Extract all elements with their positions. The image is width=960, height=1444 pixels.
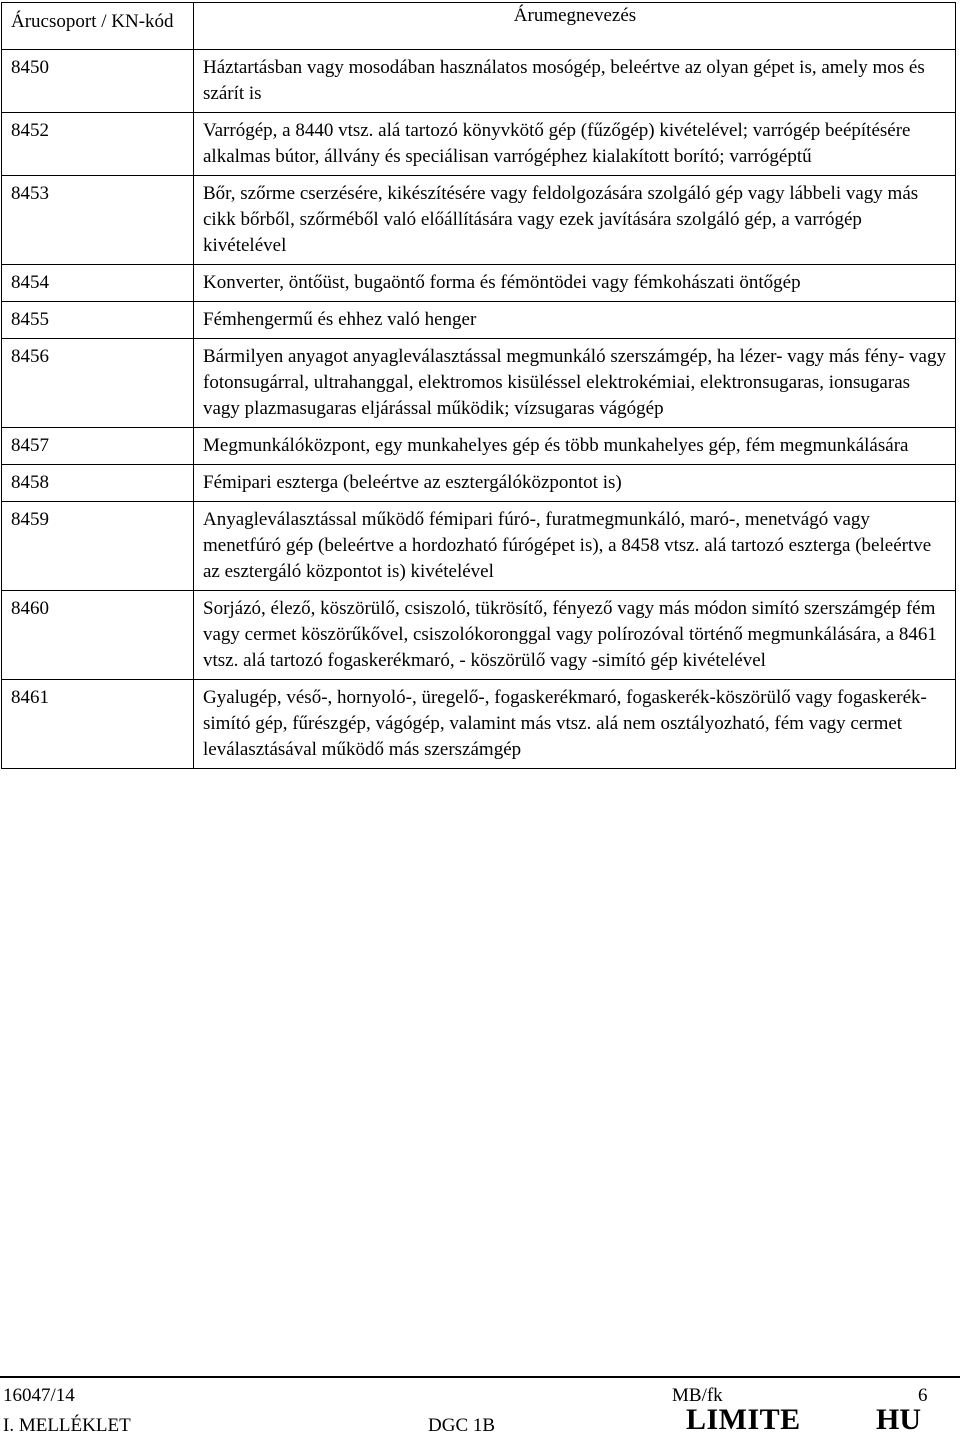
row-code: 8454 [2,265,194,302]
table-row [2,591,956,680]
row-code: 8458 [2,465,194,502]
row-code: 8452 [2,113,194,176]
row-description: Bármilyen anyagot anyagleválasztással megmunkáló szerszámgép, ha lézer- vagy más fény- vagy fotonsugárral, ultrahanggal, elektromos kisüléssel elektrokémiai, elektronsugaras, ionsugaras vagy plazmasugaras eljárással működik; vízsugaras vágógép [194,339,956,428]
row-description: Konverter, öntőüst, bugaöntő forma és fémöntödei vagy fémkohászati öntőgép [194,265,956,302]
row-description: Sorjázó, élező, köszörülő, csiszoló, tükrösítő, fényező vagy más módon simító szerszámgép fém vagy cermet köszörűkővel, csiszolókoronggal vagy polírozóval történő megmunkálására, a 8461 vtsz. alá tartozó fogaskerékmaró, - köszörülő vagy -simító gép kivételével [194,591,956,680]
classification-label: LIMITE [686,1403,801,1436]
row-description: Anyagleválasztással működő fémipari fúró-, furatmegmunkáló, maró-, menetvágó vagy menetfúró gép (beleértve a hordozható fúrógépet is), a 8458 vtsz. alá tartozó eszterga (beleértve az esztergáló központot is) kivételével [194,502,956,591]
table-row [2,680,956,769]
row-description: Fémhengermű és ehhez való henger [194,302,956,339]
table-body [2,50,956,769]
table-row [2,265,956,302]
row-description: Háztartásban vagy mosodában használatos mosógép, beleértve az olyan gépet is, amely mos és szárít is [194,50,956,113]
row-code: 8453 [2,176,194,265]
table-row [2,502,956,591]
department-code: DGC 1B [428,1415,496,1436]
header-code: Árucsoport / KN-kód [2,3,194,50]
row-description: Megmunkálóközpont, egy munkahelyes gép és több munkahelyes gép, fém megmunkálására [194,428,956,465]
table-row [2,50,956,113]
row-description: Gyalugép, véső-, hornyoló-, üregelő-, fogaskerékmaró, fogaskerék-köszörülő vagy fogaskerék-simító gép, fűrészgép, vágógép, valamint más vtsz. alá nem osztályozható, fém vagy cermet leválasztásával működő más szerszámgép [194,680,956,769]
footer-divider [0,1376,960,1378]
row-description: Fémipari eszterga (beleértve az esztergálóközpontot is) [194,465,956,502]
row-code: 8450 [2,50,194,113]
row-code: 8461 [2,680,194,769]
row-code: 8460 [2,591,194,680]
author-initials: MB/fk [672,1385,723,1406]
row-code: 8455 [2,302,194,339]
table-row [2,339,956,428]
row-code: 8459 [2,502,194,591]
table-row [2,302,956,339]
annex-label: I. MELLÉKLET [3,1415,131,1436]
header-description: Árumegnevezés [194,3,956,50]
language-code: HU [876,1403,921,1436]
row-code: 8456 [2,339,194,428]
table-header-row [2,3,956,50]
row-description: Bőr, szőrme cserzésére, kikészítésére vagy feldolgozására szolgáló gép vagy lábbeli vagy más cikk bőrből, szőrméből való előállítására vagy ezek javítására szolgáló gép, a varrógép kivételével [194,176,956,265]
table-row [2,113,956,176]
commodity-table [1,2,956,769]
page-number: 6 [918,1385,928,1406]
document-number: 16047/14 [3,1385,75,1406]
row-code: 8457 [2,428,194,465]
table-row [2,176,956,265]
table-row [2,428,956,465]
table-row [2,465,956,502]
row-description: Varrógép, a 8440 vtsz. alá tartozó könyvkötő gép (fűzőgép) kivételével; varrógép beépítésére alkalmas bútor, állvány és speciálisan varrógéphez kialakított borító; varrógéptű [194,113,956,176]
